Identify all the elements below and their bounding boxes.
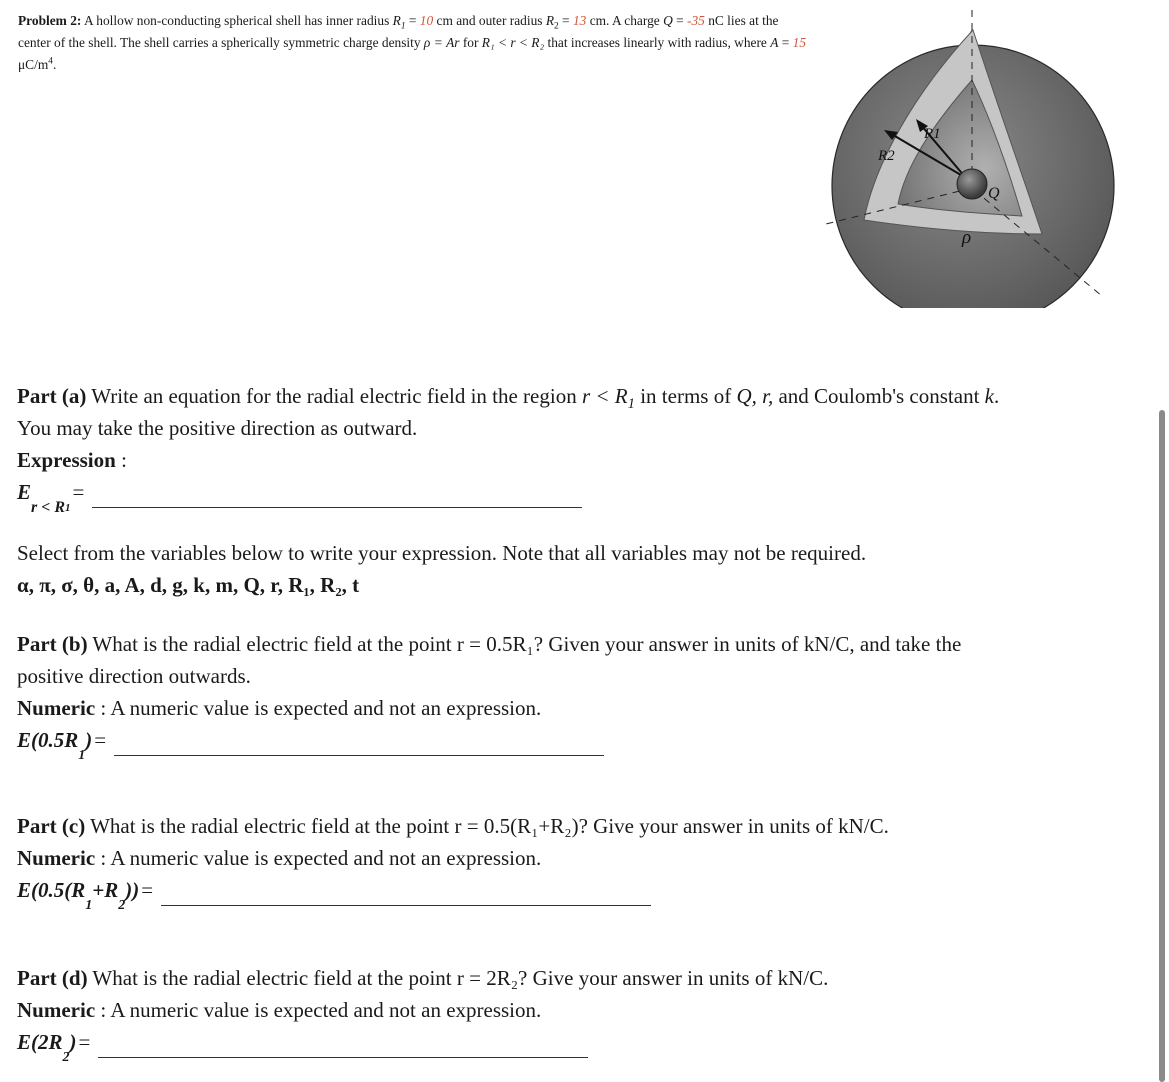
shell-diagram: [790, 8, 1130, 308]
variables-list: α, π, σ, θ, a, A, d, g, k, m, Q, r, R₁, R₂, t: [17, 573, 360, 597]
q-value: -35: [687, 13, 705, 28]
part-a-text: and Coulomb's constant: [773, 384, 985, 408]
label-r1: R1: [924, 126, 941, 142]
part-a-text: .: [993, 384, 1000, 408]
central-charge: [957, 169, 987, 199]
part-d-answer-input[interactable]: [98, 1033, 588, 1058]
part-d-answer-rhs: ): [69, 1030, 77, 1054]
intro-text: for: [459, 35, 482, 50]
variables-note-text: Select from the variables below to write your expression. Note that all variables may not be required.: [17, 541, 867, 565]
part-a-k: k: [984, 384, 994, 408]
equals-sign: =: [94, 728, 107, 752]
part-c-text: What is the radial electric field at the point: [85, 814, 455, 838]
part-c-question: [17, 810, 1127, 842]
part-d: [17, 962, 1127, 1065]
part-c: [17, 810, 1127, 913]
equals-sign: =: [141, 878, 154, 902]
variables-note: [17, 537, 1127, 601]
numeric-hint: : A numeric value is expected and not an expression.: [95, 998, 542, 1022]
part-a-question: [17, 380, 1127, 412]
part-d-answer-row: E(2R 2 ) =: [17, 1026, 1127, 1058]
intro-text: that increases linearly with radius, where: [544, 35, 771, 50]
period: .: [52, 57, 57, 72]
part-c-answer-row: E(0.5(R 1 +R 2 )) =: [17, 874, 1127, 906]
a-value: 15: [792, 35, 807, 50]
numeric-label: Numeric: [17, 998, 96, 1022]
part-c-type: [17, 842, 1127, 874]
equals: =: [778, 35, 793, 50]
problem-label: Problem 2:: [18, 13, 82, 28]
part-a-label: Part (a): [17, 384, 87, 408]
part-d-point: r = 2R₂: [456, 966, 519, 990]
expression-label: Expression: [17, 448, 116, 472]
part-c-point: r = 0.5(R₁+R₂): [454, 814, 579, 838]
intro-text: A hollow non-conducting spherical shell has inner radius: [81, 13, 393, 28]
part-c-answer-rhs: )): [125, 878, 140, 902]
numeric-label: Numeric: [17, 696, 96, 720]
part-b-text: What is the radial electric field at the point: [87, 632, 457, 656]
part-b-text: ? Given your answer in units of kN/C, and take the: [533, 632, 962, 656]
part-d-text: What is the radial electric field at the point: [87, 966, 457, 990]
equals-sign: =: [78, 1030, 91, 1054]
part-b: [17, 628, 1127, 763]
part-b-answer-row: E(0.5R 1 ) =: [17, 724, 1127, 756]
equals: =: [558, 13, 573, 28]
intro-text: cm and outer radius: [433, 13, 546, 28]
part-a-type: [17, 444, 1127, 476]
numeric-hint: : A numeric value is expected and not an expression.: [95, 846, 542, 870]
equals: =: [672, 13, 687, 28]
part-b-line2: positive direction outwards.: [17, 664, 251, 688]
part-d-type: [17, 994, 1127, 1026]
part-a-text: Write an equation for the radial electric field in the region: [86, 384, 582, 408]
problem-statement: [18, 10, 808, 76]
part-a-region: r < R: [581, 384, 628, 408]
r2-symbol: R: [545, 13, 555, 28]
numeric-label: Numeric: [17, 846, 96, 870]
label-q: Q: [988, 185, 1000, 202]
label-rho: ρ: [962, 227, 972, 248]
a-unit-exponent: 4: [48, 56, 53, 67]
r2-subscript: 2: [554, 21, 559, 32]
part-d-answer-lhs: E(2R: [17, 1030, 63, 1054]
shell-figure: [790, 8, 1130, 308]
part-a-answer-input[interactable]: [92, 483, 582, 508]
part-b-question: [17, 628, 1127, 660]
r1-value: 10: [419, 13, 434, 28]
part-a-answer-lhs: E: [17, 480, 32, 504]
part-c-answer-lhs: E(0.5(R: [17, 878, 86, 902]
equals: =: [405, 13, 420, 28]
part-d-text: ? Give your answer in units of kN/C.: [518, 966, 829, 990]
part-b-point: r = 0.5R₁: [456, 632, 534, 656]
part-c-answer-input[interactable]: [161, 881, 651, 906]
vertical-scrollbar[interactable]: [1159, 410, 1165, 1082]
part-b-answer-lhs: E(0.5R: [17, 728, 79, 752]
intro-text: nC lies at the center of the shell. The shell carries a spherically symmetric charge density: [18, 13, 779, 50]
part-a-line2: You may take the positive direction as outward.: [17, 416, 418, 440]
part-a-answer-row: E r < R 1 =: [17, 476, 1127, 508]
part-d-label: Part (d): [17, 966, 88, 990]
rho-expression: ρ = Ar: [423, 35, 460, 50]
part-b-answer-input[interactable]: [114, 731, 604, 756]
q-symbol: Q: [663, 13, 673, 28]
expression-colon: :: [115, 448, 127, 472]
r1-symbol: R: [392, 13, 401, 28]
a-unit: μC/m: [18, 57, 49, 72]
range-expression: R₁ < r < R₂: [481, 35, 545, 50]
a-symbol: A: [770, 35, 779, 50]
part-c-answer-mid: +R: [92, 878, 119, 902]
part-c-label: Part (c): [17, 814, 86, 838]
r1-subscript: 1: [400, 21, 406, 32]
part-a-region-sub: 1: [627, 396, 635, 413]
part-a-text: in terms of: [634, 384, 737, 408]
part-b-answer-rhs: ): [85, 728, 93, 752]
part-c-text: ? Give your answer in units of kN/C.: [578, 814, 889, 838]
part-a-vars: Q, r,: [736, 384, 774, 408]
numeric-hint: : A numeric value is expected and not an expression.: [95, 696, 542, 720]
intro-text: cm. A charge: [586, 13, 664, 28]
equals-sign: =: [72, 480, 85, 504]
part-b-type: [17, 692, 1127, 724]
r2-value: 13: [572, 13, 587, 28]
part-a: [17, 380, 1127, 516]
part-b-label: Part (b): [17, 632, 88, 656]
part-d-question: [17, 962, 1127, 994]
label-r2: R2: [878, 148, 895, 164]
